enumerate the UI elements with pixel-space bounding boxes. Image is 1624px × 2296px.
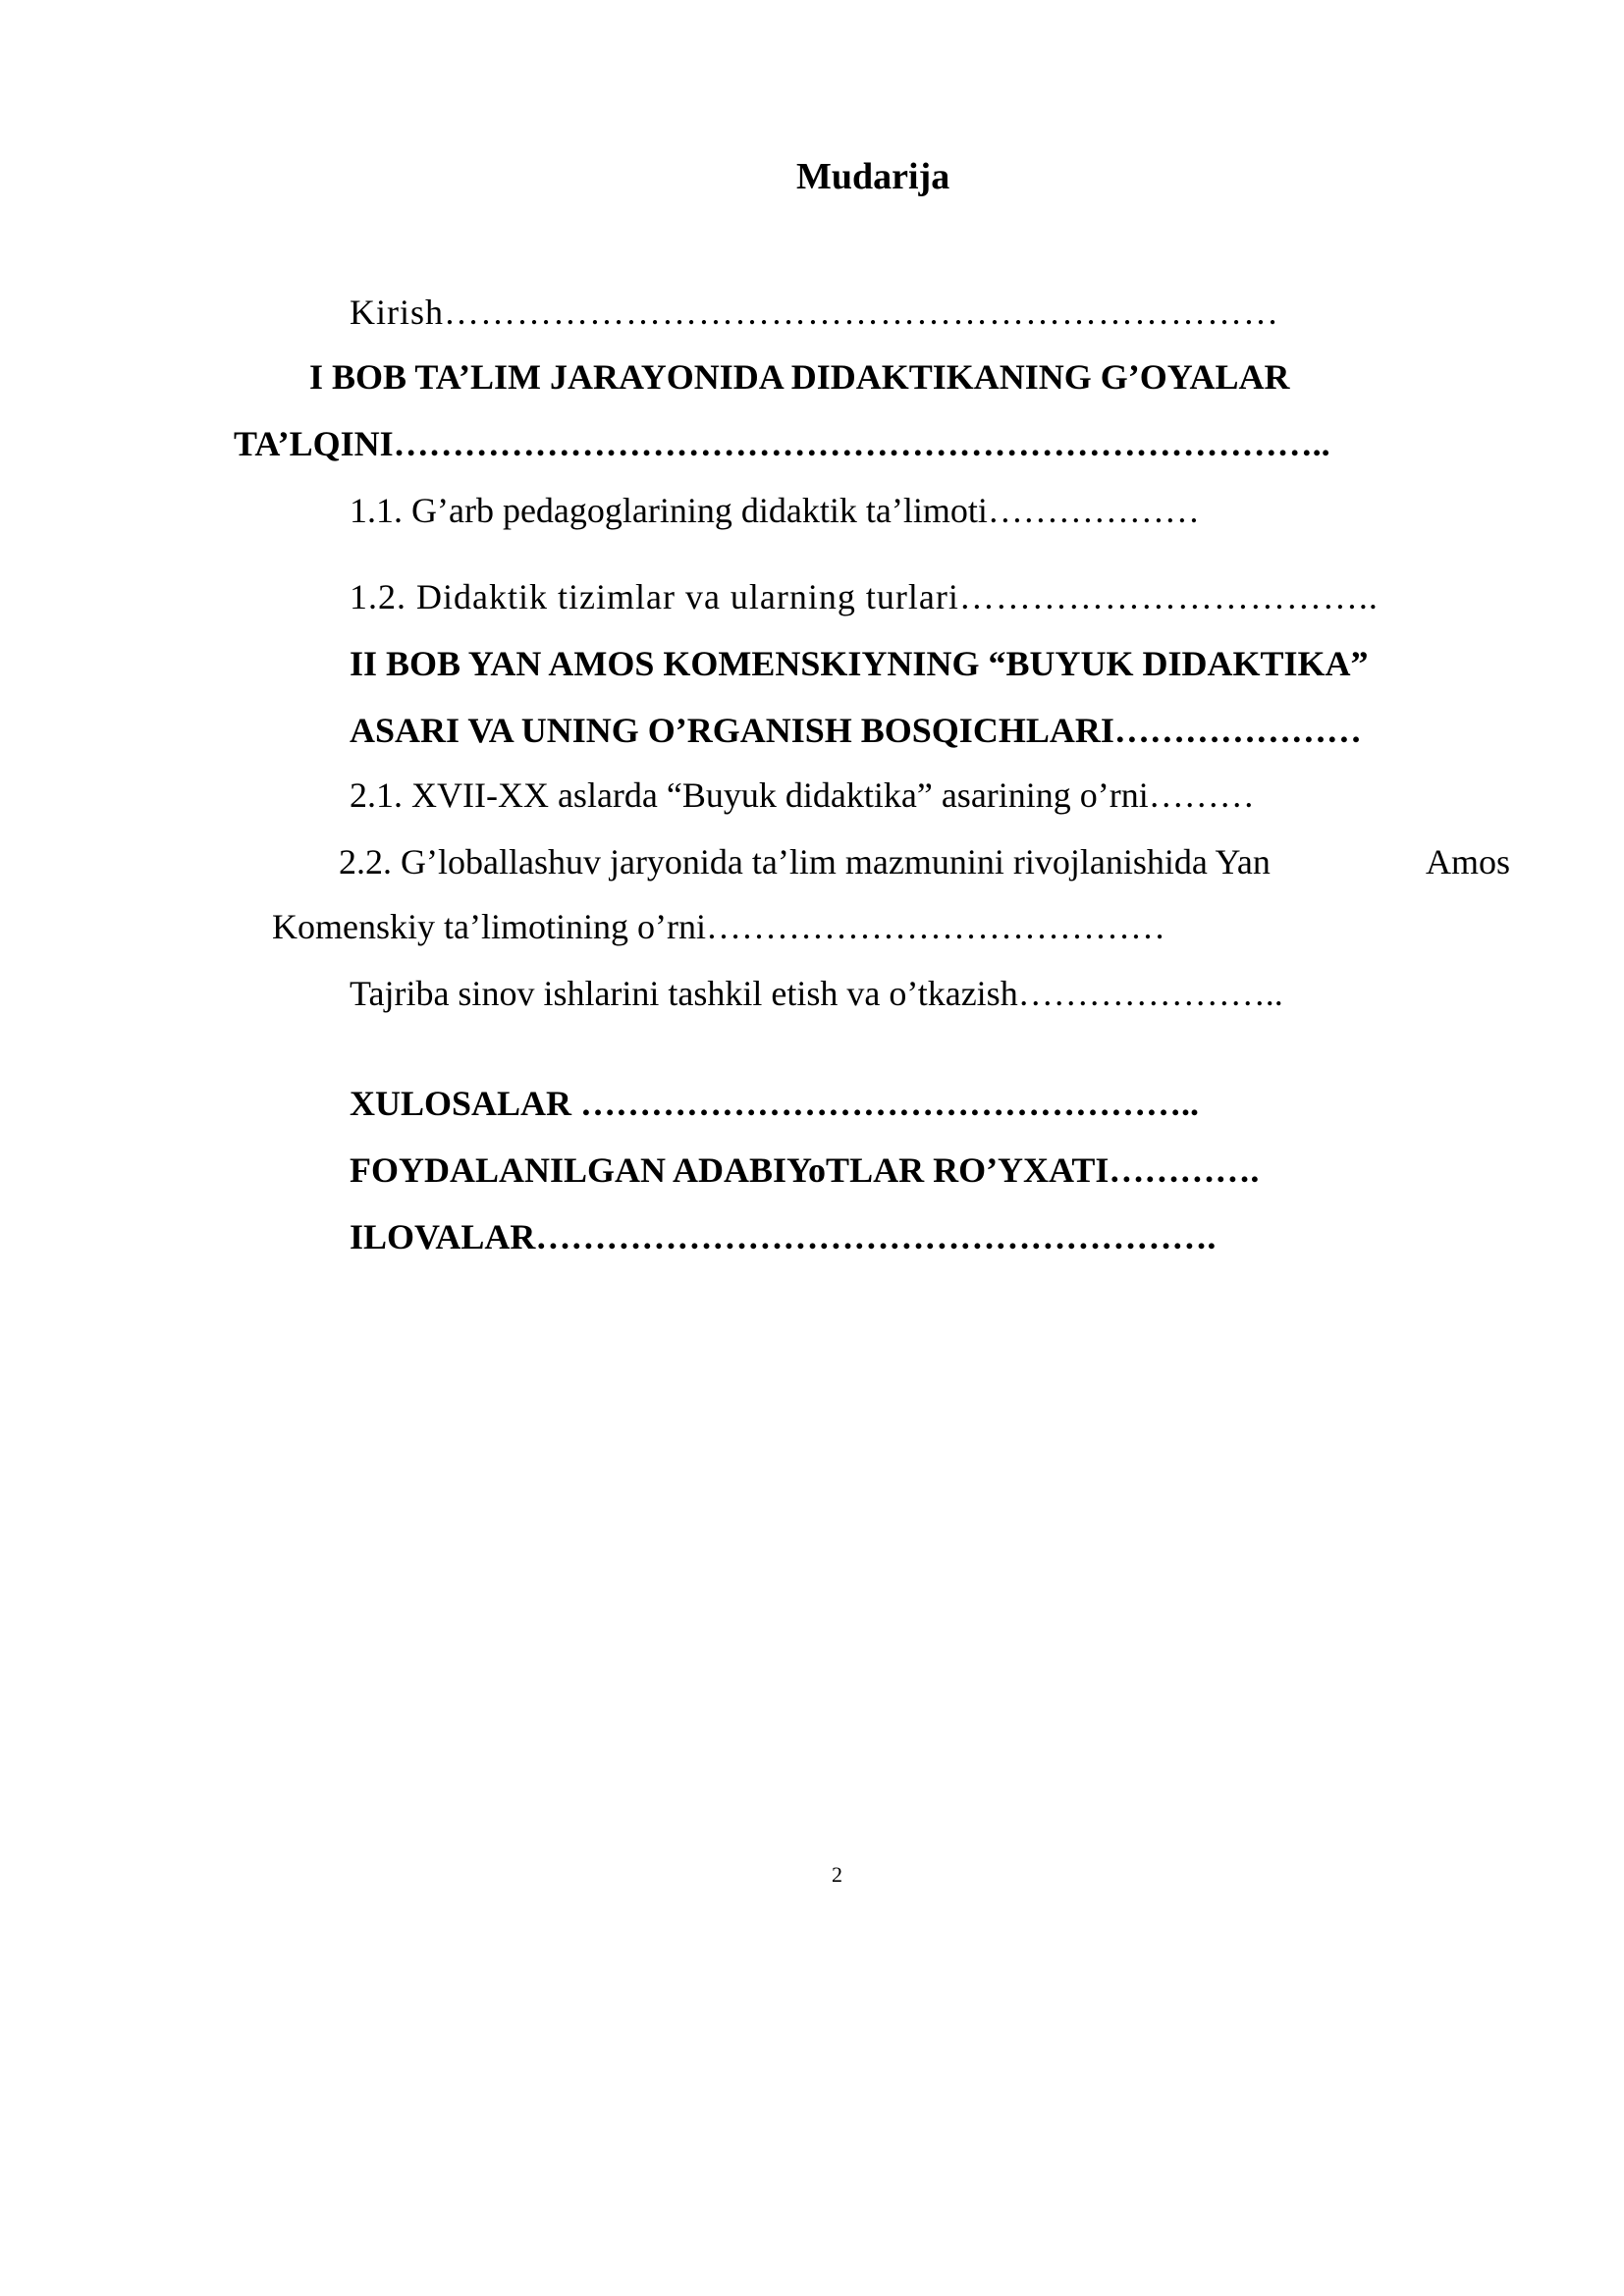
toc-item-section-1-1: 1.1. G’arb pedagoglarining didaktik ta’limoti……………… — [350, 491, 1200, 530]
page-number: 2 — [832, 1862, 842, 1887]
page-title: Mudarija — [796, 156, 950, 197]
toc-item-chapter-1-line-1: I BOB TA’LIM JARAYONIDA DIDAKTIKANING G’OYALAR — [309, 357, 1290, 397]
toc-item-chapter-1-line-2: TA’LQINI…………………………………………………………………….. — [234, 424, 1330, 463]
toc-item-xulosalar: XULOSALAR …………………………………………….. — [350, 1084, 1200, 1123]
toc-item-kirish: Kirish…………………………………………………………… — [350, 293, 1279, 332]
toc-item-section-2-1: 2.1. XVII-XX aslarda “Buyuk didaktika” asarining o’rni……… — [350, 775, 1255, 815]
toc-item-ilovalar: ILOVALAR…………………………………………………. — [350, 1217, 1217, 1256]
toc-item-section-2-2-line-1-end: Amos — [1426, 842, 1511, 881]
toc-item-chapter-2-line-1: II BOB YAN AMOS KOMENSKIYNING “BUYUK DIDAKTIKA” — [350, 644, 1369, 683]
toc-item-tajriba: Tajriba sinov ishlarini tashkil etish va o’tkazish………………….. — [350, 974, 1283, 1013]
toc-item-section-2-2-line-2: Komenskiy ta’limotining o’rni………………………………… — [272, 907, 1165, 946]
toc-item-chapter-2-line-2: ASARI VA UNING O’RGANISH BOSQICHLARI………………… — [350, 711, 1362, 750]
toc-item-section-2-2-line-1: 2.2. G’loballashuv jaryonida ta’lim mazmunini rivojlanishida Yan — [339, 842, 1271, 881]
toc-item-adabiyotlar: FOYDALANILGAN ADABIYoTLAR RO’YXATI…………. — [350, 1150, 1260, 1190]
toc-item-section-1-2: 1.2. Didaktik tizimlar va ularning turlari…………………………….. — [350, 577, 1379, 616]
